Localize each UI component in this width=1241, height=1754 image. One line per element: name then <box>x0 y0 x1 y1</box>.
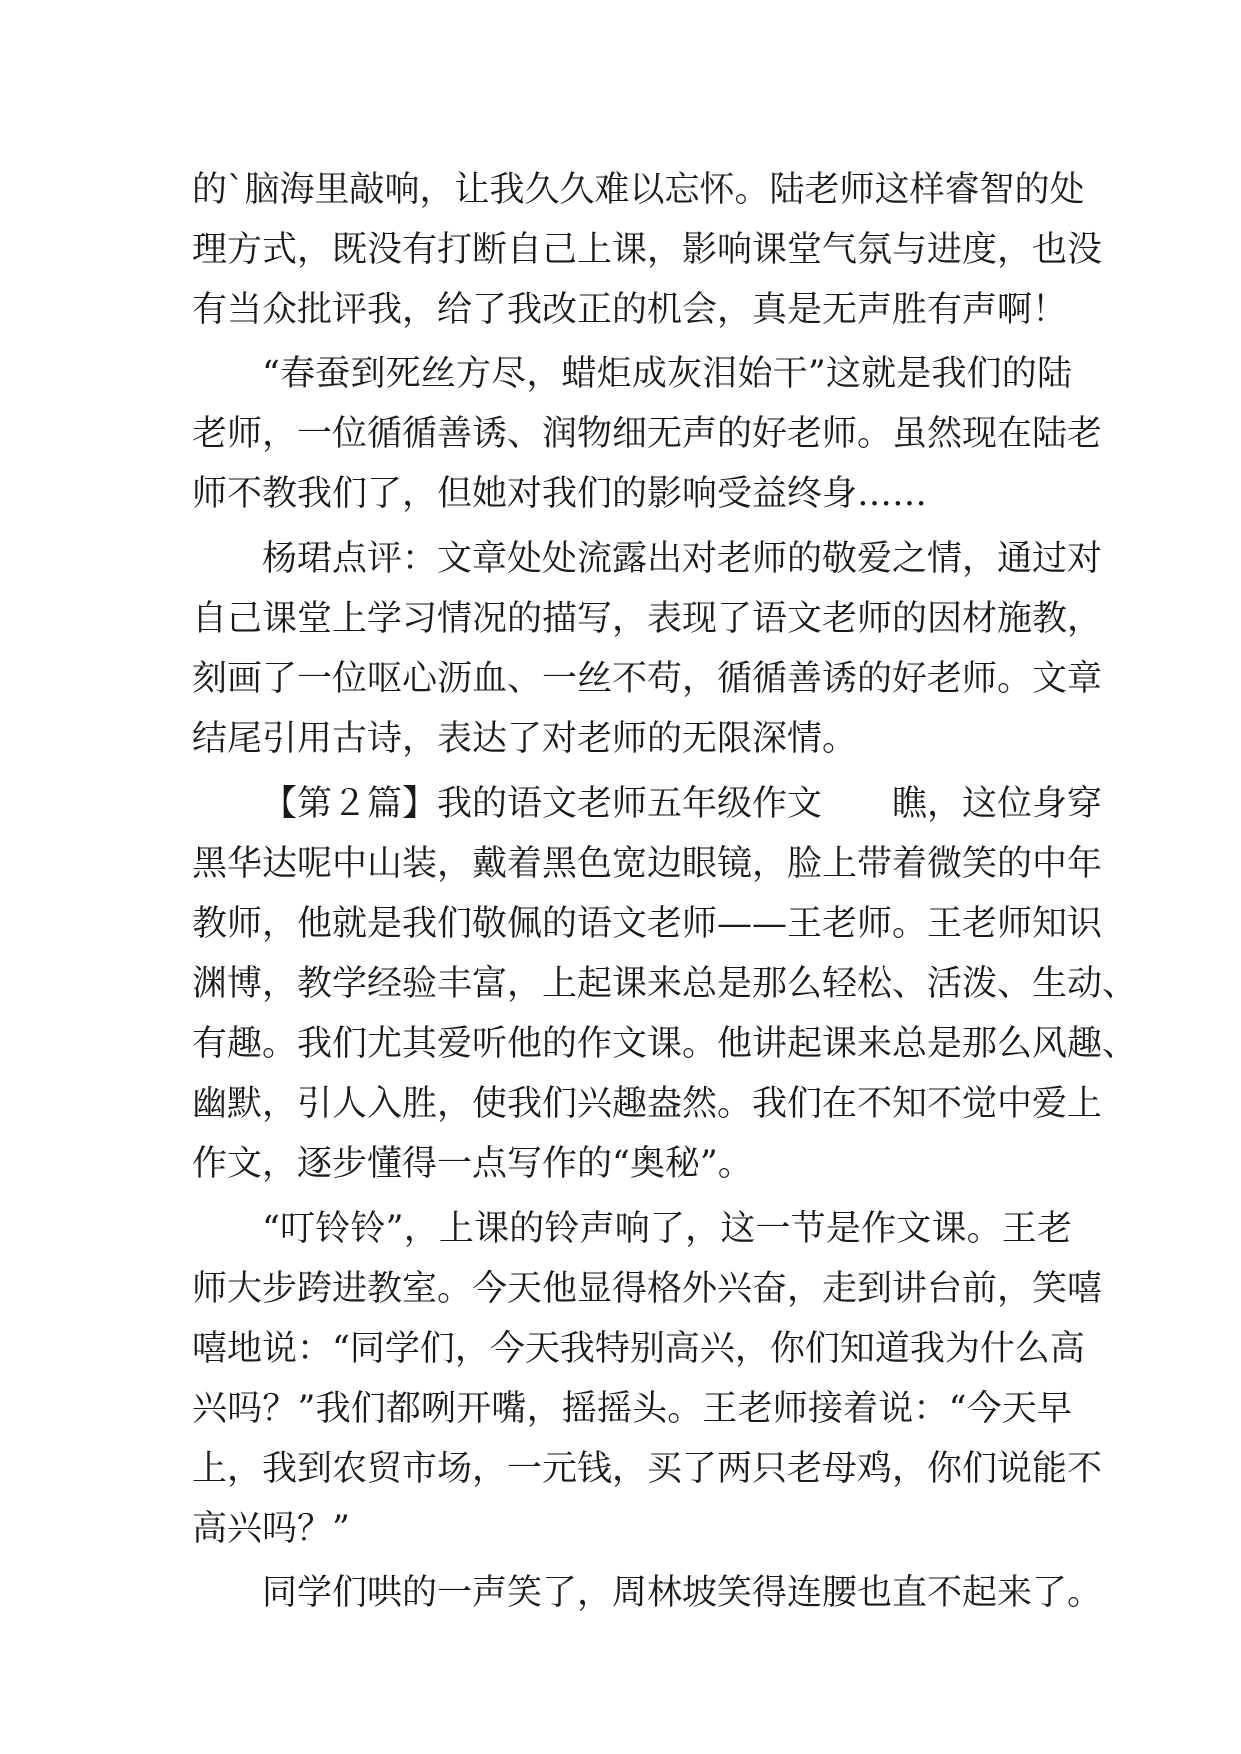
text-line: 作文，逐步懂得一点写作的“奥秘”。 <box>192 1144 753 1184</box>
text-line: 有趣。我们尤其爱听他的作文课。他讲起课来总是那么风趣、 <box>192 1024 1138 1064</box>
text-line: 结尾引用古诗，表达了对老师的无限深情。 <box>192 719 858 759</box>
text-line: 的`脑海里敲响，让我久久难以忘怀。陆老师这样睿智的处 <box>192 170 1085 210</box>
text-line: 教师，他就是我们敬佩的语文老师——王老师。王老师知识 <box>192 904 1103 944</box>
text-line: “春蚕到死丝方尽，蜡炬成灰泪始干”这就是我们的陆 <box>262 354 1072 394</box>
text-line: 黑华达呢中山装，戴着黑色宽边眼镜，脸上带着微笑的中年 <box>192 844 1103 884</box>
text-line: 有当众批评我，给了我改正的机会，真是无声胜有声啊！ <box>192 290 1068 330</box>
text-line: 老师，一位循循善诱、润物细无声的好老师。虽然现在陆老 <box>192 414 1103 454</box>
text-line: 幽默，引人入胜，使我们兴趣盎然。我们在不知不觉中爱上 <box>192 1084 1103 1124</box>
text-line: 师大步跨进教室。今天他显得格外兴奋，走到讲台前，笑嘻 <box>192 1269 1103 1309</box>
text-line: 上，我到农贸市场，一元钱，买了两只老母鸡，你们说能不 <box>192 1449 1103 1489</box>
text-line: “叮铃铃”，上课的铃声响了，这一节是作文课。王老 <box>262 1209 1072 1249</box>
text-line: 【第２篇】我的语文老师五年级作文 瞧，这位身穿 <box>262 784 1103 824</box>
text-line: 师不教我们了，但她对我们的影响受益终身…… <box>192 474 928 514</box>
text-line: 嘻地说：“同学们，今天我特别高兴，你们知道我为什么高 <box>192 1329 1085 1369</box>
text-line: 渊博，教学经验丰富，上起课来总是那么轻松、活泼、生动、 <box>192 964 1138 1004</box>
text-line: 刻画了一位呕心沥血、一丝不苟，循循善诱的好老师。文章 <box>192 659 1103 699</box>
text-line: 同学们哄的一声笑了，周林坡笑得连腰也直不起来了。 <box>262 1573 1103 1613</box>
text-line: 自己课堂上学习情况的描写，表现了语文老师的因材施教， <box>192 599 1103 639</box>
text-line: 兴吗？”我们都咧开嘴，摇摇头。王老师接着说：“今天早 <box>192 1389 1072 1429</box>
text-line: 高兴吗？” <box>192 1509 350 1549</box>
text-line: 理方式，既没有打断自己上课，影响课堂气氛与进度，也没 <box>192 230 1103 270</box>
text-line: 杨珺点评：文章处处流露出对老师的敬爱之情，通过对 <box>262 539 1103 579</box>
